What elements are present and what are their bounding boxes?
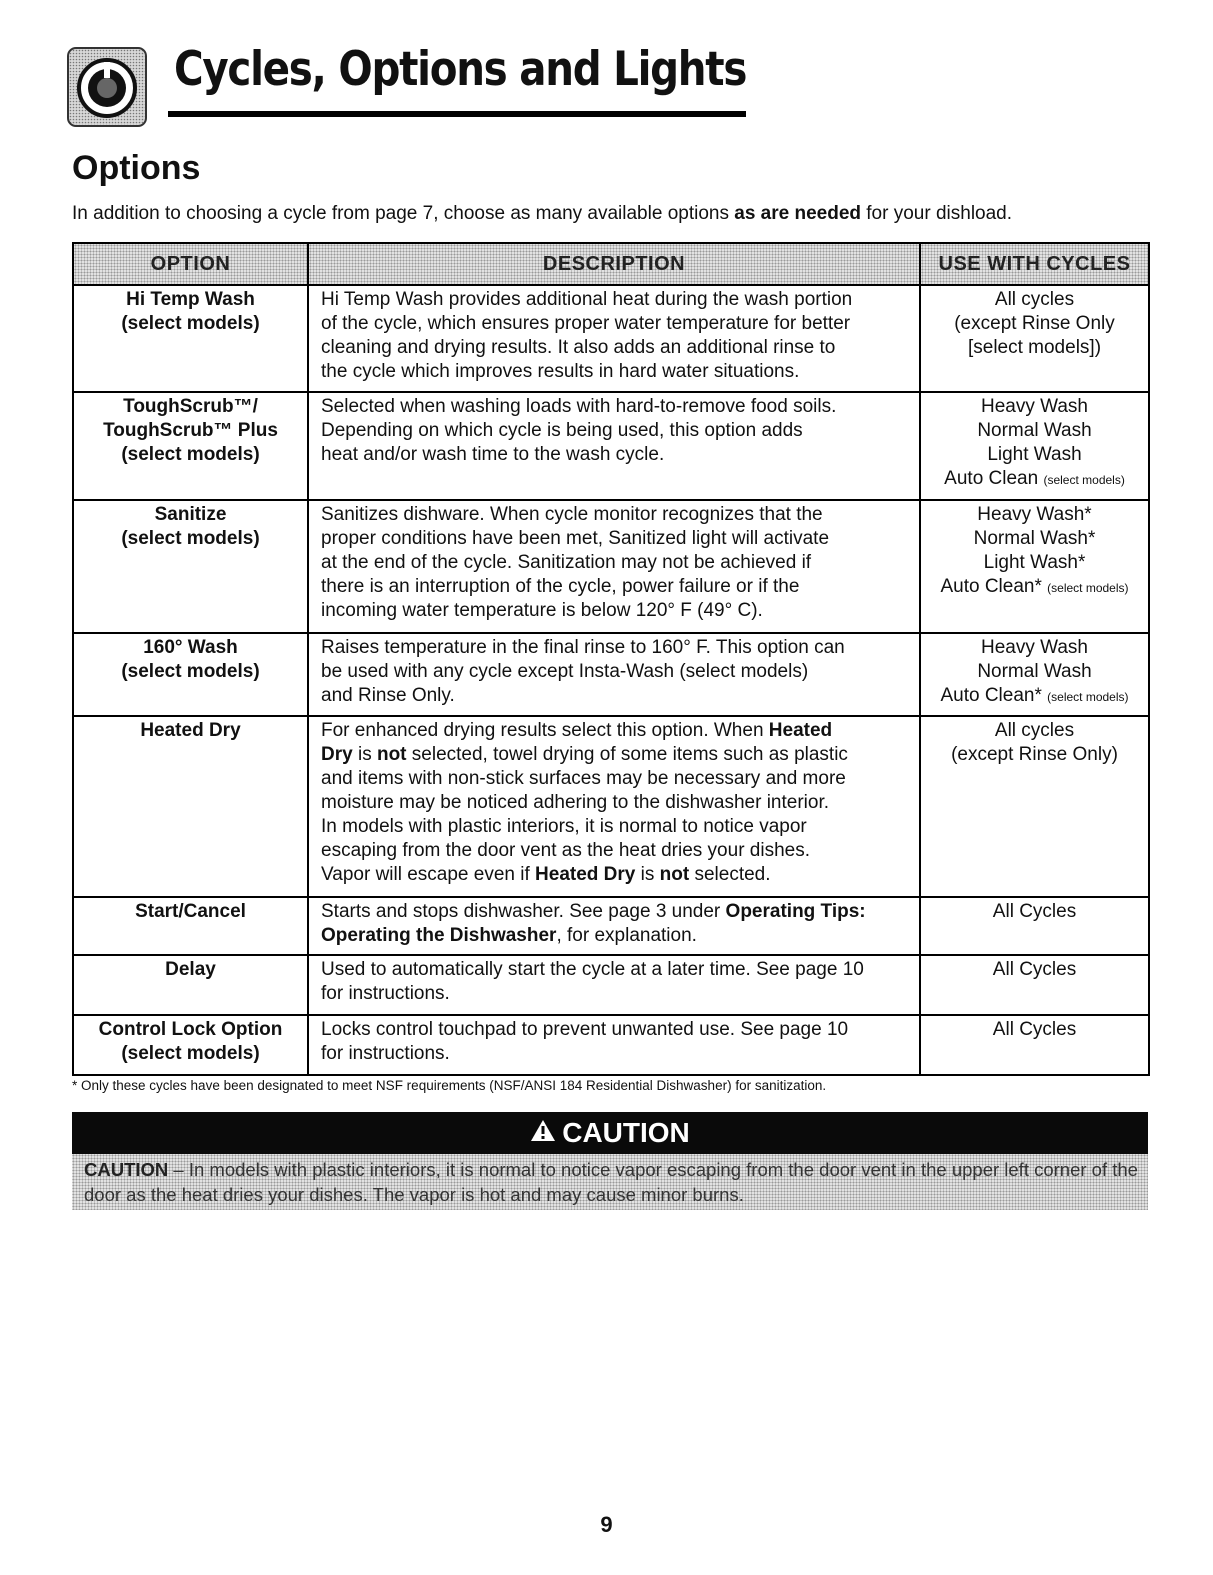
cycle-item: Heavy Wash* [977,504,1092,525]
caution-box [72,1154,1148,1210]
option-cell [73,500,308,633]
intro-emphasis: as are needed [734,203,861,224]
description-line: the cycle which improves results in hard water situations. [321,361,800,382]
description-text: selected, towel drying of some items such as plastic [406,744,848,765]
cycle-item: All Cycles [992,901,1077,922]
title-underline [168,111,746,117]
table-row [73,500,1149,633]
use-cell [920,1015,1149,1075]
cycle-item: All cycles [994,720,1075,741]
description-line: Used to automatically start the cycle at a later time. See page 10 [321,959,864,980]
description-text: , for explanation. [556,925,697,946]
footnote: * Only these cycles have been designated to meet NSF requirements (NSF/ANSI 184 Residential Dishwasher) for sanitization. [72,1078,827,1093]
cycle-item: (except Rinse Only) [951,744,1118,765]
option-name: Control Lock Option [98,1019,283,1040]
section-title: Options [72,149,201,187]
warning-triangle-icon [530,1117,556,1149]
option-cell [73,897,308,955]
cycle-item: Heavy Wash [981,396,1088,417]
description-emphasis: not [376,744,407,765]
options-table [72,242,1150,1076]
description-line: Locks control touchpad to prevent unwanted use. See page 10 [321,1019,849,1040]
cycle-item-text: Auto Clean* [940,576,1042,597]
option-cell [73,1015,308,1075]
option-note: (select models) [121,661,260,682]
description-line: for instructions. [321,983,450,1004]
description-line: In models with plastic interiors, it is normal to notice vapor [321,816,807,837]
page-title: Cycles, Options and Lights [174,42,747,97]
use-cell [920,633,1149,716]
cycle-item: [select models]) [967,337,1102,358]
description-line [321,900,913,924]
use-cell [920,392,1149,500]
option-note: (select models) [121,528,260,549]
option-note: (select models) [121,1043,260,1064]
option-note: (select models) [121,313,260,334]
cycle-item: Heavy Wash [981,637,1088,658]
table-row [73,1015,1149,1075]
intro-text-end: for your dishload. [861,203,1013,224]
column-header-description: DESCRIPTION [308,243,920,285]
cycle-item-text: Auto Clean [944,468,1039,489]
option-name: ToughScrub™ Plus [103,420,278,441]
cycle-item: Normal Wash* [973,528,1096,549]
cycle-item-note: (select models) [1043,473,1125,487]
table-row [73,285,1149,392]
table-row [73,633,1149,716]
cycle-item [925,684,1144,709]
description-line: Selected when washing loads with hard-to-remove food soils. [321,396,837,417]
description-line: there is an interruption of the cycle, power failure or if the [321,576,800,597]
column-header-use-with-cycles: USE WITH CYCLES [920,243,1149,285]
table-row [73,392,1149,500]
description-line: moisture may be noticed adhering to the dishwasher interior. [321,792,829,813]
description-line: and items with non-stick surfaces may be necessary and more [321,768,846,789]
description-emphasis: Operating the Dishwasher [321,925,557,946]
caution-text [84,1157,1144,1207]
description-cell [308,500,920,633]
description-line: Hi Temp Wash provides additional heat during the wash portion [321,289,853,310]
cycle-item [925,467,1144,492]
option-name: Sanitize [154,504,227,525]
dishwasher-dial-icon [66,46,148,128]
description-line [321,719,913,743]
table-row [73,897,1149,955]
description-text: For enhanced drying results select this option. When [321,720,769,741]
description-emphasis: Heated Dry [535,864,636,885]
table-header-row [73,243,1149,285]
use-cell [920,897,1149,955]
description-line: incoming water temperature is below 120° F (49° C). [321,600,763,621]
description-text: selected. [689,864,771,885]
cycle-item: All Cycles [992,1019,1077,1040]
description-line: at the end of the cycle. Sanitization may not be achieved if [321,552,812,573]
option-name: 160° Wash [143,637,238,658]
cycle-item: Normal Wash [977,661,1092,682]
cycle-item-note: (select models) [1047,581,1129,595]
option-name: Delay [165,959,216,980]
table-row [73,955,1149,1015]
description-line: Raises temperature in the final rinse to 160° F. This option can [321,637,845,658]
description-line: proper conditions have been met, Sanitized light will activate [321,528,830,549]
description-cell [308,633,920,716]
description-line: Depending on which cycle is being used, this option adds [321,420,803,441]
cycle-item: Normal Wash [977,420,1092,441]
cycle-item [925,575,1144,600]
cycle-item: Light Wash* [983,552,1086,573]
cycle-item: All Cycles [992,959,1077,980]
cycle-item: Light Wash [987,444,1082,465]
description-line: and Rinse Only. [321,685,455,706]
description-line: heat and/or wash time to the wash cycle. [321,444,665,465]
caution-body: – In models with plastic interiors, it is normal to notice vapor escaping from the door vent in the upper left corner of the door as the heat dries your dishes. The vapor is hot and may cause minor burns. [84,1159,1138,1205]
option-name: Hi Temp Wash [126,289,255,310]
description-line: be used with any cycle except Insta-Wash (select models) [321,661,809,682]
caution-label: CAUTION [84,1159,169,1180]
description-line: of the cycle, which ensures proper water temperature for better [321,313,851,334]
option-name: Heated Dry [140,720,241,741]
description-text: is [635,864,660,885]
option-cell [73,633,308,716]
use-cell [920,285,1149,392]
caution-heading-group [530,1117,690,1149]
cycle-item: All cycles [994,289,1075,310]
description-line: cleaning and drying results. It also adds an additional rinse to [321,337,836,358]
description-cell [308,897,920,955]
description-line: Sanitizes dishware. When cycle monitor recognizes that the [321,504,823,525]
description-cell [308,1015,920,1075]
description-line [321,863,913,887]
option-cell [73,955,308,1015]
use-cell [920,716,1149,897]
option-cell [73,285,308,392]
description-line [321,924,913,948]
description-text: is [352,744,377,765]
use-cell [920,500,1149,633]
option-cell [73,392,308,500]
intro-paragraph [72,202,1012,226]
description-cell [308,955,920,1015]
page-number: 9 [600,1512,613,1537]
description-line [321,743,913,767]
cycle-item: (except Rinse Only [954,313,1115,334]
option-cell [73,716,308,897]
intro-text: In addition to choosing a cycle from page 7, choose as many available options [72,203,735,224]
column-header-option: OPTION [73,243,308,285]
description-cell [308,716,920,897]
description-emphasis: not [659,864,690,885]
description-emphasis: Operating Tips: [725,901,866,922]
caution-header-bar [72,1112,1148,1154]
description-emphasis: Dry [321,744,353,765]
option-name: Start/Cancel [135,901,246,922]
table-row [73,716,1149,897]
option-name: ToughScrub™/ [123,396,258,417]
caution-heading: CAUTION [562,1117,690,1148]
description-cell [308,285,920,392]
description-text: Vapor will escape even if [321,864,536,885]
cycle-item-note: (select models) [1047,690,1129,704]
use-cell [920,955,1149,1015]
description-line: escaping from the door vent as the heat dries your dishes. [321,840,810,861]
description-emphasis: Heated [768,720,833,741]
page-header [62,38,752,128]
description-line: for instructions. [321,1043,450,1064]
description-text: Starts and stops dishwasher. See page 3 under [321,901,726,922]
option-note: (select models) [121,444,260,465]
description-cell [308,392,920,500]
cycle-item-text: Auto Clean* [940,685,1042,706]
